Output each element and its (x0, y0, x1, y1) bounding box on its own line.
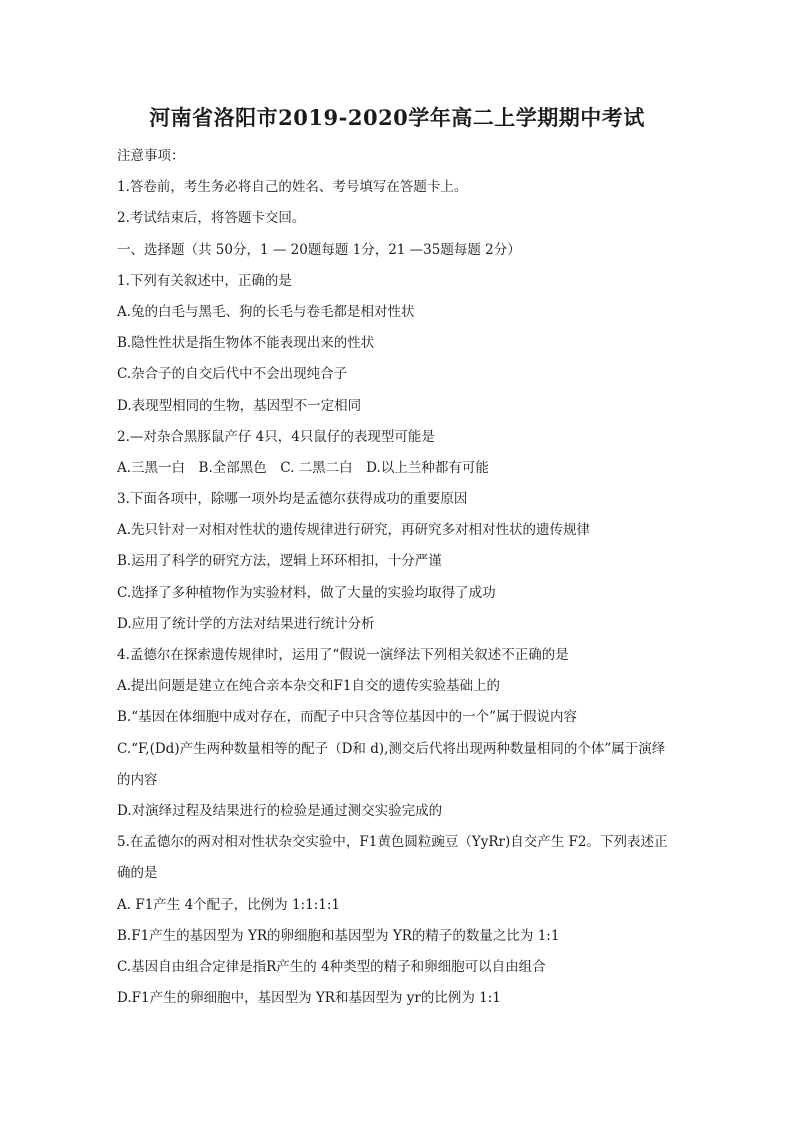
question-3-option-a: A.先只针对一对相对性状的遗传规律进行研究，再研究多对相对性状的遗传规律 (117, 522, 591, 539)
question-3-option-c: C.选择了多种植物作为实验材料，做了大量的实验均取得了成功 (117, 584, 496, 601)
question-4-option-d: D.对演绎过程及结果进行的检验是通过测交实验完成的 (117, 802, 443, 819)
question-5-stem: 5.在孟德尔的两对相对性状杂交实验中，F1黄色圆粒豌豆（YyRr)自交产生 F2。下列表述正 (117, 834, 668, 851)
question-1-stem: 1.下列有关叙述中，正确的是 (117, 272, 292, 289)
question-1-option-a: A.兔的白毛与黑毛、狗的长毛与卷毛都是相对性状 (117, 303, 415, 320)
question-4-option-a: A.提出问题是建立在纯合亲本杂交和F1自交的遗传实验基础上的 (117, 678, 500, 695)
document-title: 河南省洛阳市2019-2020学年高二上学期期中考试 (149, 105, 645, 130)
question-2-stem: 2.—对杂合黑豚鼠产仔 4只，4只鼠仔的表现型可能是 (117, 428, 435, 445)
notice-heading: 注意事项： (117, 148, 185, 164)
question-1-option-b: B.隐性性状是指生物体不能表现出来的性状 (117, 335, 375, 352)
question-4-option-b: B.“基因在体细胞中成对存在，而配子中只含等位基因中的一个”属于假说内容 (117, 709, 578, 726)
question-5-option-b: B.F1产生的基因型为 YR的卵细胞和基因型为 YR的精子的数量之比为 1:1 (117, 927, 560, 944)
document-body (117, 141, 682, 1014)
question-5-option-c: C.基因自由组合定律是指R产生的 4种类型的精子和卵细胞可以自由组合 (117, 958, 546, 975)
question-3-option-d: D.应用了统计学的方法对结果进行统计分析 (117, 615, 375, 632)
section-heading: 一、选择题（共 50分，1 — 20题每题 1分，21 —35题每题 2分） (117, 241, 521, 258)
question-4-option-c: C.“F,(Dd)产生两种数量相等的配子（D和 d),测交后代将出现两种数量相同的个体”属于演绎 (117, 740, 666, 757)
question-2-options: A.三黑一白 B.全部黑色 C. 二黑二白 D.以上兰种都有可能 (117, 459, 489, 476)
question-5-stem-continued: 确的是 (117, 865, 158, 882)
question-3-option-b: B.运用了科学的研究方法，逻辑上环环相扣，十分严谨 (117, 553, 442, 570)
notice-item-2: 2.考试结束后，将答题卡交回。 (117, 210, 306, 227)
question-4-option-c-continued: 的内容 (117, 771, 158, 788)
question-1-option-d: D.表现型相同的生物，基因型不一定相同 (117, 397, 362, 414)
notice-item-1: 1.答卷前，考生务必将自己的姓名、考号填写在答题卡上。 (117, 179, 468, 196)
question-5-option-a: A. F1产生 4个配子，比例为 1:1:1:1 (117, 896, 340, 913)
question-1-option-c: C.杂合子的自交后代中不会出现纯合子 (117, 366, 348, 383)
question-5-option-d: D.F1产生的卵细胞中，基因型为 YR和基因型为 yr的比例为 1:1 (117, 990, 501, 1007)
question-3-stem: 3.下面各项中，除哪一项外均是孟德尔获得成功的重要原因 (117, 491, 468, 508)
question-4-stem: 4.孟德尔在探索遗传规律时，运用了“假说一演绎法下列相关叙述不正确的是 (117, 647, 569, 663)
